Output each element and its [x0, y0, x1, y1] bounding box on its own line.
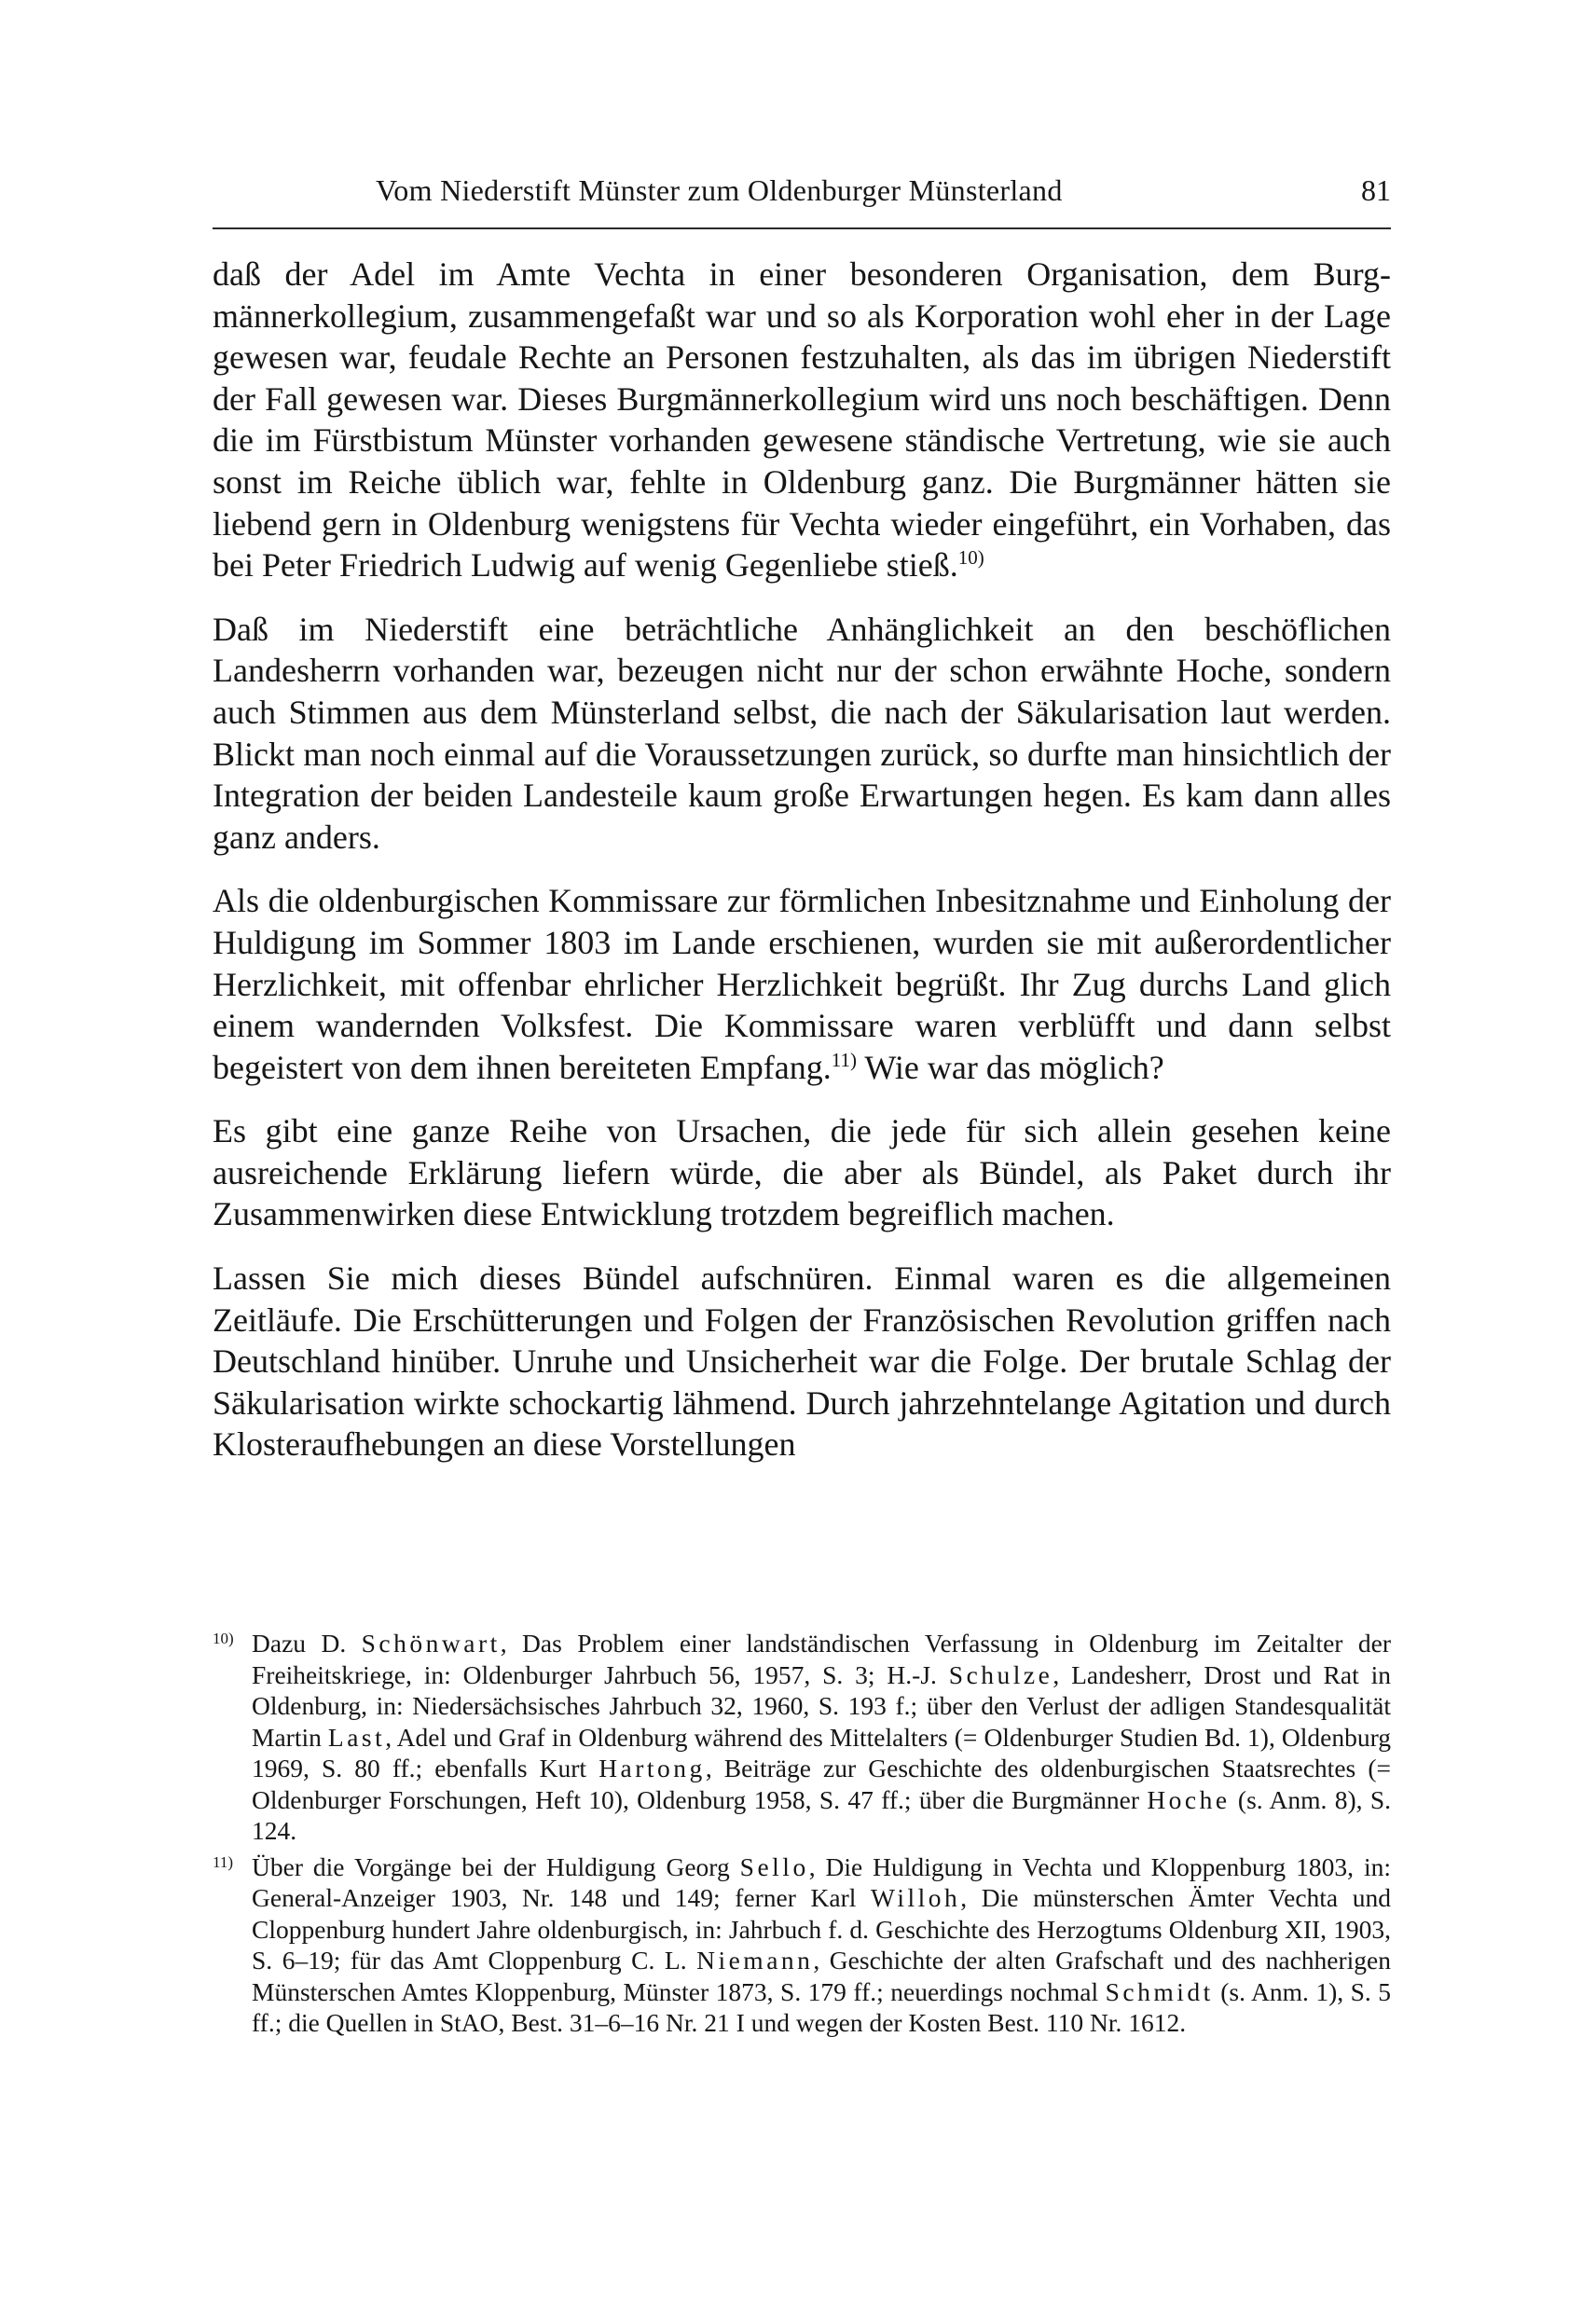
- author-name: Hartong: [598, 1754, 706, 1782]
- footnote-text: Über die Vorgänge bei der Huldigung Georg: [252, 1851, 740, 1881]
- footnote-10: [213, 1628, 1391, 1847]
- author-name: Sello: [739, 1851, 809, 1881]
- paragraph-text: daß der Adel im Amte Vechta in einer besonderen Organisation, dem Burgmännerkollegium, zusammengefaßt war und so als Korporation wohl eher in der Lage gewesen war, feudale Rechte an Personen festzuhalten, als das im übrigen Niederstift der Fall gewesen war. Dieses Burgmännerkollegium wird uns noch beschäftigen. Denn die im Fürstbistum Münster vorhanden gewesene ständische Vertretung, wie sie auch sonst im Reiche üblich war, fehlte in Oldenburg ganz. Die Burgmänner hätten sie liebend gern in Oldenburg wenigstens für Vechta wieder eingeführt, ein Vorhaben, das bei Peter Friedrich Ludwig auf wenig Gegenliebe stieß.: [213, 255, 1391, 585]
- author-name: Schmidt: [1105, 1976, 1214, 2006]
- paragraph: [213, 254, 1391, 586]
- footnote-text: (s. Anm. 8), S. 124.: [252, 1784, 1391, 1845]
- footnote-text: , Die Huldigung in Vechta und Kloppenburg 1803, in: General-Anzeiger 1903, Nr. 148 und 149; ferner Karl: [252, 1851, 1391, 1912]
- paragraph-text: Es gibt eine ganze Reihe von Ursachen, die jede für sich allein gesehen keine ausreichende Erklärung liefern würde, die aber als Bündel, als Paket durch ihr Zusammenwirken diese Entwicklung trotzdem begreiflich machen.: [213, 1112, 1391, 1233]
- paragraph-text: Lassen Sie mich dieses Bündel aufschnüren. Einmal waren es die allgemeinen Zeitläufe. Die Erschütterungen und Folgen der Französischen Revolution griffen nach Deutschland hinüber. Unruhe und Unsicherheit war die Folge. Der brutale Schlag der Säkularisation wirkte schockartig lähmend. Durch jahrzehntelange Agitation und durch Klosteraufhebungen an diese Vorstellungen: [213, 1259, 1391, 1464]
- author-name: Schulze: [948, 1659, 1053, 1689]
- page-number: 81: [1361, 173, 1391, 207]
- footnote-text: (s. Anm. 1), S. 5 ff.; die Quellen in StAO, Best. 31–6–16 Nr. 21 I und wegen der Kosten Best. 110 Nr. 1612.: [252, 1976, 1392, 2037]
- author-name: Niemann: [696, 1946, 814, 1975]
- running-header: [213, 168, 1391, 229]
- footnote-text: , Beiträge zur Geschichte des oldenburgischen Staatsrechtes (= Oldenburger Forschungen, Heft 10), Oldenburg 1958, S. 47 ff.; über die Burgmänner: [252, 1754, 1391, 1814]
- paragraph: [213, 880, 1391, 1088]
- author-name: Last: [327, 1722, 386, 1752]
- paragraph: [213, 1110, 1391, 1235]
- paragraph: [213, 609, 1391, 859]
- author-name: Schönwart: [361, 1629, 501, 1658]
- footnote-text: , Adel und Graf in Oldenburg während des Mittelalters (= Oldenburger Studien Bd. 1), Oldenburg 1969, S. 80 ff.; ebenfalls Kurt: [252, 1722, 1391, 1782]
- paragraph-text: Wie war das möglich?: [857, 1048, 1164, 1086]
- footnotes: [213, 1628, 1391, 2044]
- footnote-label: 11): [213, 1852, 234, 1871]
- main-text: [213, 254, 1391, 1466]
- footnote-11: [213, 1851, 1391, 2039]
- paragraph-text: Daß im Niederstift eine beträchtliche Anhänglichkeit an den beschöflichen Landesherrn vorhanden war, bezeugen nicht nur der schon erwähnte Hoche, sondern auch Stimmen aus dem Münsterland selbst, die nach der Säkularisation laut werden. Blickt man noch einmal auf die Voraussetzungen zurück, so durfte man hinsichtlich der Integration der beiden Landesteile kaum große Erwartungen hegen. Es kam dann alles ganz anders.: [213, 610, 1391, 856]
- author-name: Willoh: [871, 1883, 961, 1912]
- footnote-text: , Die münsterschen Ämter Vechta und Cloppenburg hundert Jahre oldenburgisch, in: Jahrbuch f. d. Geschichte des Herzogtums Oldenburg XII, 1903, S. 6–19; für das Amt Cloppenburg C. L.: [252, 1883, 1391, 1975]
- footnote-text: Dazu D.: [252, 1629, 362, 1658]
- footnote-text: , Das Problem einer landständischen Verfassung in Oldenburg im Zeitalter der Freiheitskriege, in: Oldenburger Jahrbuch 56, 1957, S. 3; H.-J.: [252, 1629, 1391, 1689]
- page: [213, 168, 1391, 1488]
- running-title: Vom Niederstift Münster zum Oldenburger Münsterland: [376, 173, 1063, 207]
- paragraph: [213, 1258, 1391, 1466]
- footnote-text: , Landesherr, Drost und Rat in Oldenburg, in: Niedersächsisches Jahrbuch 32, 1960, S. 193 f.; über den Verlust der adligen Standesqualität Martin: [252, 1659, 1391, 1752]
- footnote-label: 10): [213, 1630, 234, 1647]
- paragraph-text: Als die oldenburgischen Kommissare zur förmlichen Inbesitznahme und Einholung der Huldigung im Sommer 1803 im Lande erschienen, wurden sie mit außerordentlicher Herzlichkeit, mit offenbar ehrlicher Herzlichkeit begrüßt. Ihr Zug durchs Land glich einem wandernden Volksfest. Die Kommissare waren verblüfft und dann selbst begeistert von dem ihnen bereiteten Empfang.: [213, 882, 1391, 1086]
- author-name: Hoche: [1147, 1784, 1231, 1814]
- footnote-reference: 11): [831, 1048, 857, 1071]
- footnote-reference: 10): [957, 546, 984, 570]
- footnote-text: , Geschichte der alten Grafschaft und des nachherigen Münsterschen Amtes Kloppenburg, Münster 1873, S. 179 ff.; neuerdings nochmal: [252, 1946, 1391, 2006]
